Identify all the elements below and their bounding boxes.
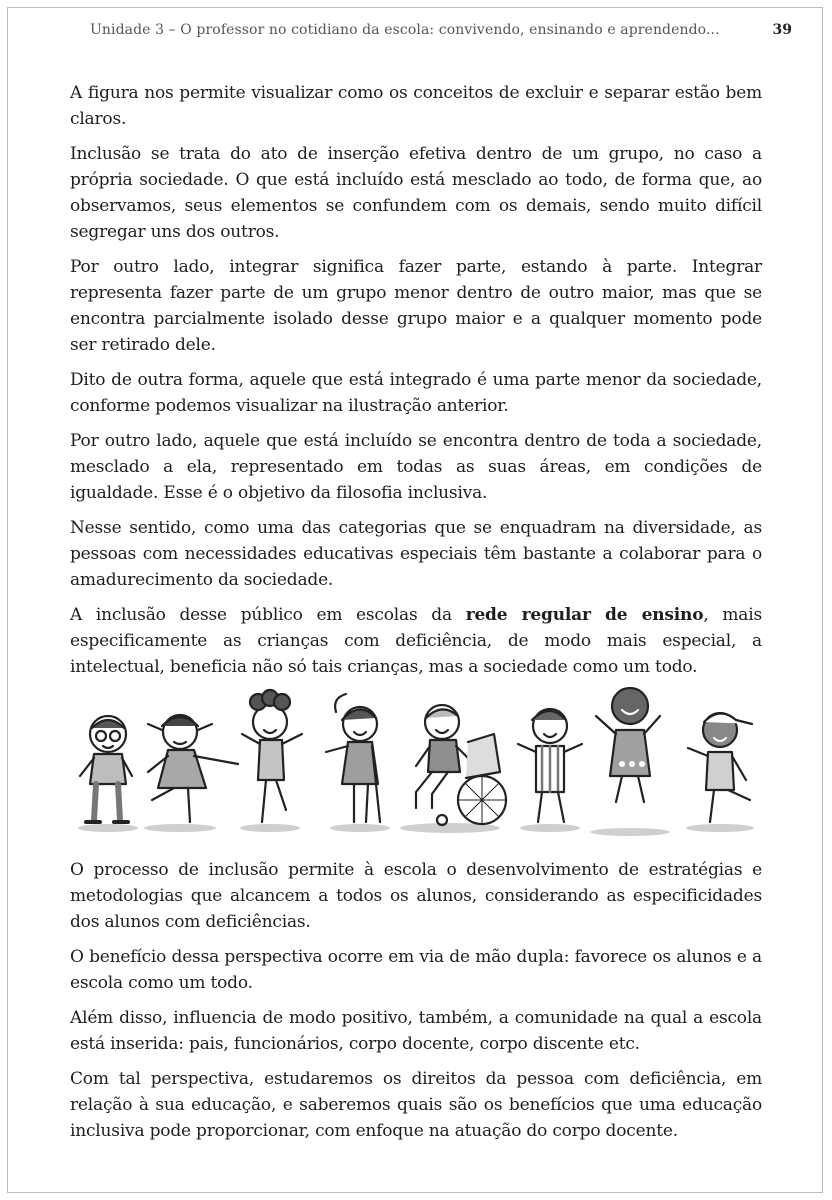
paragraph: A figura nos permite visualizar como os conceitos de excluir e separar estão bem claros. [70, 83, 762, 129]
paragraph: O benefício dessa perspectiva ocorre em via de mão dupla: favorece os alunos e a escola como um todo. [70, 947, 762, 993]
body-text-bottom [70, 857, 762, 1153]
child-pigtail-girl [148, 715, 238, 822]
ground-shadows [78, 823, 754, 836]
paragraph: Inclusão se trata do ato de inserção efetiva dentro de um grupo, no caso a própria sociedade. O que está incluído está mesclado ao todo, de forma que, ao observamos, seus elementos se confundem com os demais, sendo muito difícil segregar uns dos outros. [70, 144, 762, 242]
paragraph: Com tal perspectiva, estudaremos os direitos da pessoa com deficiência, em relação à sua educação, e saberemos quais são os benefícios que uma educação inclusiva pode proporcionar, com enfoque na atuação do corpo docente. [70, 1069, 762, 1141]
running-header [90, 22, 792, 42]
paragraph: Por outro lado, integrar significa fazer parte, estando à parte. Integrar representa fazer parte de um grupo menor dentro de outro maior, mas que se encontra parcialmente isolado desse grupo maior e a qualquer momento pode ser retirado dele. [70, 257, 762, 355]
children-illustration [70, 672, 762, 842]
child-curly-girl [242, 690, 302, 822]
child-wheelchair-boy [416, 705, 506, 825]
child-glasses-boy [80, 716, 132, 822]
emphasis-after: , mais especificamente as crianças com deficiência, de modo mais especial, a intelectual, beneficia não só tais crianças, mas a sociedade como um todo. [70, 605, 762, 677]
body-text-top [70, 80, 762, 689]
paragraph: Por outro lado, aquele que está incluído se encontra dentro de toda a sociedade, mesclado a ela, representado em todas as suas áreas, em condições de igualdade. Esse é o objetivo da filosofia inclusiva. [70, 431, 762, 503]
paragraph: Nesse sentido, como uma das categorias que se enquadram na diversidade, as pessoas com necessidades educativas especiais têm bastante a colaborar para o amadurecimento da sociedade. [70, 518, 762, 590]
child-striped-boy [518, 709, 582, 822]
paragraph: Dito de outra forma, aquele que está integrado é uma parte menor da sociedade, conforme podemos visualizar na ilustração anterior. [70, 370, 762, 416]
paragraph-with-emphasis [70, 602, 762, 680]
emphasis-before: A inclusão desse público em escolas da [70, 605, 466, 625]
emphasis-bold: rede regular de ensino [465, 605, 704, 625]
paragraph: Além disso, influencia de modo positivo, também, a comunidade na qual a escola está inserida: pais, funcionários, corpo docente, corpo discente etc. [70, 1008, 762, 1054]
page-number: 39 [772, 22, 792, 38]
running-title: Unidade 3 – O professor no cotidiano da escola: convivendo, ensinando e aprendendo... [90, 22, 720, 38]
child-cap-boy [688, 713, 752, 822]
child-crutch-girl [326, 694, 380, 822]
child-jumping-kid [596, 688, 660, 802]
paragraph: O processo de inclusão permite à escola o desenvolvimento de estratégias e metodologias que alcancem a todos os alunos, considerando as especificidades dos alunos com deficiências. [70, 860, 762, 932]
